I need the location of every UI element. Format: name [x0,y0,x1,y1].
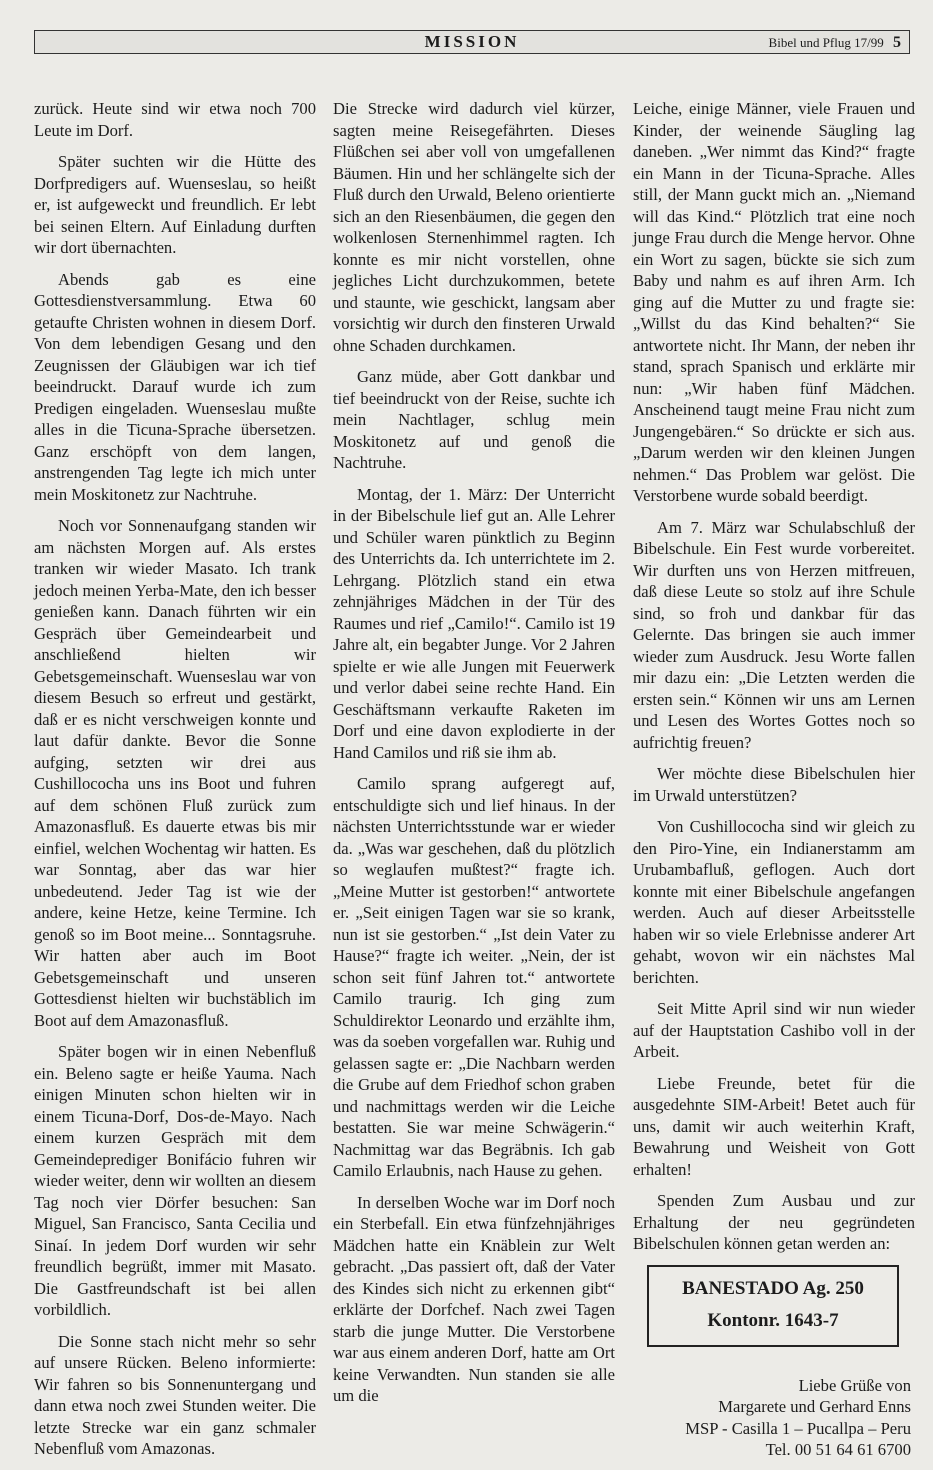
text-column-1 [34,98,316,1470]
paragraph: zurück. Heute sind wir etwa noch 700 Leute im Dorf. [34,99,316,140]
section-title: MISSION [424,32,520,51]
paragraph: Die Sonne stach nicht mehr so sehr auf unsere Rücken. Beleno informierte: Wir fahren so bis Sonnenuntergang und dann etwa noch zwei Stunden weiter. Die letzte Strecke war ein ganz schmaler Nebenfluß vom Amazonas. [34,1331,316,1458]
paragraph: Camilo sprang aufgeregt auf, entschuldigte sich und lief hinaus. In der nächsten Unterrichtsstunde war er wieder da. „Was war geschehen, daß du plötzlich so weglaufen mußtest?“ fragte ich. „Meine Mutter ist gestorben!“ antwortete er. „Seit einigen Tagen war sie so krank, nun ist sie gestorben.“ „Ist dein Vater zu Hause?“ fragte ich weiter. „Nein, der ist schon seit fünf Jahren tot.“ antwortete Camilo traurig. Ich ging zum Schuldirektor Leonardo und erzählte ihm, was da soeben vorgefallen war. Ruhig und gelassen sagte er: „Die Nachbarn werden die Grube auf dem Friedhof schon graben und nachmittags werden wir die Leiche bestatten. Sie war meine Schwägerin.“ Nachmittag war das Begräbnis. Ich gab Camilo Erlaubnis, nach Hause zu gehen. [333,774,615,1180]
paragraph: Seit Mitte April sind wir nun wieder auf der Hauptstation Cashibo voll in der Arbeit. [633,999,915,1061]
paragraph: Spenden Zum Ausbau und zur Erhaltung der neu gegründeten Bibelschulen können getan werden an: [633,1191,915,1253]
paragraph: In derselben Woche war im Dorf noch ein Sterbefall. Ein etwa fünfzehnjähriges Mädchen hatte ein Knäblein zur Welt gebracht. „Das passiert oft, daß der Vater des Kindes sich nicht zu erkennen gibt“ erklärte der Dorfchef. Nach zwei Tagen starb die junge Mutter. Die Verstorbene war aus einem anderen Dorf, hatte am Ort keine Verwandten. Nun standen sie alle um die [333,1192,615,1405]
page-number: 5 [893,34,901,51]
paragraph: Von Cushillococha sind wir gleich zu den Piro-Yine, ein Indianerstamm am Urubambafluß, geflogen. Auch dort konnte mit einer Bibelschule angefangen werden. Auch auf dieser Arbeitsstelle haben wir so viele Erlebnisse anderer Art gehabt, wovon wir ein nächstes Mal berichten. [633,817,915,987]
bank-details-box [647,1265,899,1347]
text-column-3 [633,98,915,1461]
paragraph: Wer möchte diese Bibelschulen hier im Urwald unterstützen? [633,764,915,805]
text-column-2 [333,98,615,1417]
account-number: Kontonr. 1643-7 [707,1309,839,1331]
postal-address: MSP - Casilla 1 – Pucallpa – Peru [685,1418,911,1438]
publication-name: Bibel und Pflug [768,35,851,50]
paragraph: Liebe Freunde, betet für die ausgedehnte SIM-Arbeit! Betet auch für uns, damit wir auch weiterhin Kraft, Bewahrung und Weisheit von Gott erhalten! [633,1073,915,1179]
paragraph: Noch vor Sonnenaufgang standen wir am nächsten Morgen auf. Als erstes tranken wir wieder Masato. Ich trank jedoch meinen Yerba-Mate, den ich besser genießen kann. Danach führten wir ein Gespräch über Gemeindearbeit und anschließend hielten wir Gebetsgemeinschaft. Wuenseslau war von diesem Besuch so erfreut und gestärkt, daß er es nicht verschweigen konnte und laut dafür dankte. Bevor die Sonne aufging, setzten wir drei aus Cushillococha uns ins Boot und fuhren auf dem schönen Fluß zurück zum Amazonasfluß. Es dauerte etwas bis mir einfiel, welchen Wochentag wir hatten. Es war Sonntag, aber das war hier unbedeutend. Jeder Tag ist wie der andere, keine Hetze, keine Termine. Ich genoß so im Boot meine... Sonntagsruhe. Wir hatten aber auch im Boot Gebetsgemeinschaft und unseren Gottesdienst hielten wir buchstäblich im Boot auf dem Amazonasfluß. [34,516,316,1030]
paragraph: Ganz müde, aber Gott dankbar und tief beeindruckt von der Reise, suchte ich mein Nachtlager, schlug mein Moskitonetz auf und genoß die Nachtruhe. [333,367,615,472]
paragraph: Leiche, einige Männer, viele Frauen und Kinder, der weinende Säugling lag daneben. „Wer nimmt das Kind?“ fragte ein Mann in der Ticuna-Sprache. Alles still, der Mann guckt mich an. „Niemand will das Kind.“ Plötzlich trat eine noch junge Frau durch die Menge hervor. Ohne ein Wort zu sagen, bückte sie sich zum Baby und nahm es auf ihren Arm. Ich ging auf die Mutter zu und fragte sie: „Willst du das Kind behalten?“ Sie antwortete nicht. Ihr Mann, der neben ihr stand, sprach Spanisch und erklärte mir nun: „Wir haben fünf Mädchen. Anscheinend taugt meine Frau nicht zum Jungengebären.“ So drückte er sich aus. „Darum werden wir den kleinen Jungen nehmen.“ Das Problem war gelöst. Die Verstorbene wurde sobald beerdigt. [633,99,915,505]
closing-signature [633,1375,915,1461]
paragraph: Am 7. März war Schulabschluß der Bibelschule. Ein Fest wurde vorbereitet. Wir durften uns von Herzen mitfreuen, daß diese Leute so stolz auf ihre Schule sind, so froh und dankbar für das Gelernte. Das bringen sie auch immer wieder zum Ausdruck. Jesu Worte fallen mir dazu ein: „Die Letzten werden die ersten sein.“ Können wir uns am Lernen und Lesen des Wortes Gottes noch so aufrichtig freuen? [633,517,915,752]
paragraph: Abends gab es eine Gottesdienstversammlung. Etwa 60 getaufte Christen wohnen in diesem Dorf. Von dem lebendigen Gesang und den Zeugnissen der Gläubigen war ich tief beeindruckt. Darauf wurde ich zum Predigen eingeladen. Wuenseslau mußte alles in die Ticuna-Sprache übersetzen. Ganz erschöpft von dem langen, anstrengenden Tag legte ich mich unter mein Moskitonetz zur Nachtruhe. [34,269,316,504]
bank-name: BANESTADO Ag. 250 [682,1277,864,1299]
page-header [34,30,910,54]
issue-number: 17/99 [854,35,884,50]
paragraph: Montag, der 1. März: Der Unterricht in der Bibelschule lief gut an. Alle Lehrer und Schüler waren pünktlich zu Beginn des Unterrichts da. Ich unterrichtete im 2. Lehrgang. Plötzlich stand ein etwa zehnjähriges Mädchen in der Tür des Raumes und rief „Camilo!“. Camilo ist 19 Jahre alt, ein begabter Junge. Vor 2 Jahren spielte er wie alle Jungen mit Feuerwerk und verlor dabei seine rechte Hand. Ein Geschäftsmann verkaufte Raketen im Dorf und eine davon explodierte in der Hand Camilos und riß sie ihm ab. [333,484,615,762]
signers: Margarete und Gerhard Enns [718,1397,911,1416]
paragraph: Die Strecke wird dadurch viel kürzer, sagten meine Reisegefährten. Dieses Flüßchen sei aber voll von umgefallenen Bäumen. Hin und her schlängelte sich der Fluß durch den Urwald, Beleno orientierte sich an den Riesenbäumen, die gegen den wolkenlosen Sternenhimmel ragten. Ich konnte es mir nicht vorstellen, ohne jegliches Licht durchzukommen, betete und staunte, wie geschickt, langsam aber vorsichtig wir durch den finsteren Urwald ohne Schaden durchkamen. [333,99,616,355]
paragraph: Später suchten wir die Hütte des Dorfpredigers auf. Wuenseslau, so heißt er, ist aufgeweckt und freundlich. Er lebt bei seinen Eltern. Auf Einladung durften wir dort übernachten. [34,152,316,257]
paragraph: Später bogen wir in einen Nebenfluß ein. Beleno sagte er heiße Yauma. Nach einigen Minuten schon hielten wir in einem Ticuna-Dorf, Dos-de-Mayo. Nach einem kurzen Gespräch mit dem Gemeindeprediger Bonifácio fuhren wir wieder weiter, denn wir wollten an diesem Tag noch vier Dörfer besuchen: San Miguel, San Francisco, Santa Cecilia und Sinaí. In jedem Dorf wurden wir sehr freundlich begrüßt, immer mit Masato. Die Gastfreundschaft ist bei allen vorbildlich. [34,1042,316,1319]
header-meta [769,34,901,52]
phone-number: Tel. 00 51 64 61 6700 [765,1440,911,1459]
greeting: Liebe Grüße von [798,1375,911,1395]
